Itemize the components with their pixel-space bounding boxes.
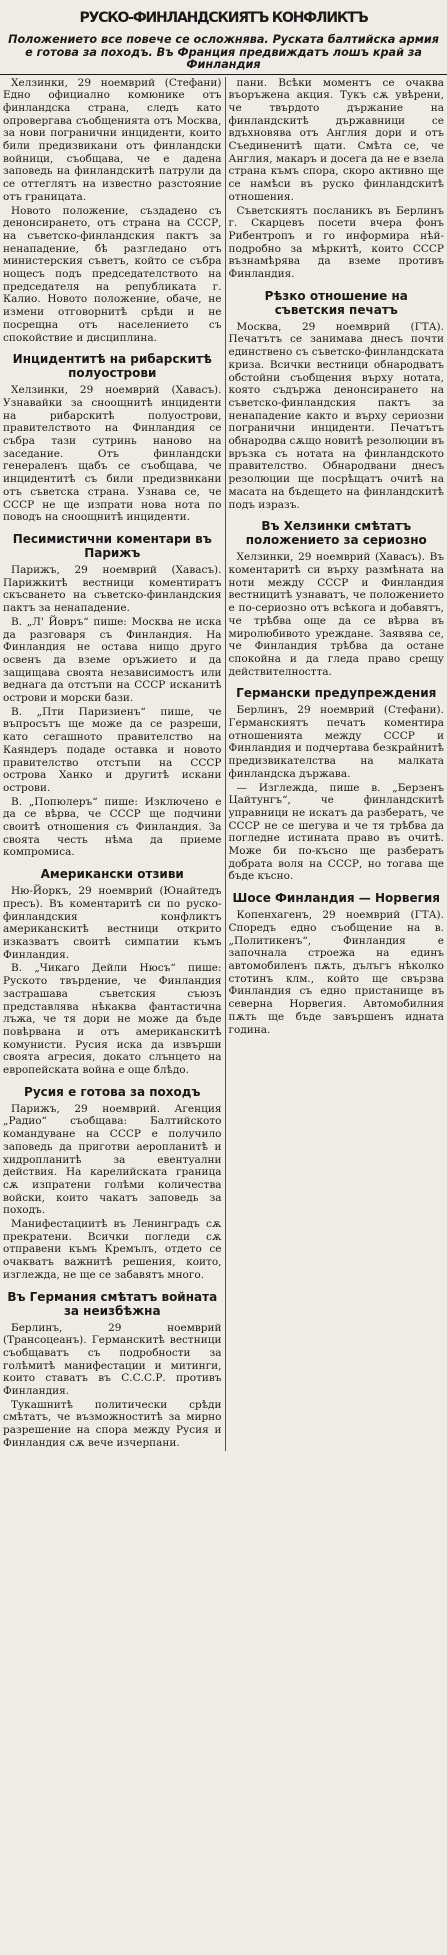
paragraph: — Изглежда, пише в. „Берзенъ Цайтунгъ“, че финландскитѣ управници не искатъ да разбератъ, че СССР не се шегува и че тя трѣбва да погледне истината право въ очитѣ. Може би по-късно ще разбератъ добрата воля на СССР, но тогава ще бъде късно. <box>228 781 444 883</box>
subheadline: Положението все повече се осложнява. Руската балтийска армия е готова за походъ. Въ Франция предвиждатъ лошъ край за Финландия <box>0 34 447 75</box>
column-left <box>3 77 222 1451</box>
paragraph: Хелзинки, 29 ноемврий (Стефани) Едно официално комюнике отъ финландска страна, следъ като опровергава съобщенията отъ Москва, за нови погранични инциденти, които били предизвикани отъ финландски войници, съобщава, че е дадена заповедь на финландскитѣ патрули да се оттеглятъ на известно разстояние отъ границата. <box>3 76 222 203</box>
section-heading: Въ Хелзинки смѣтатъ положението за сериозно <box>245 519 427 548</box>
paragraph: В. „Попюлеръ“ пише: Изключено е да се вѣрва, че СССР ще подчини своитѣ отношения съ Финландия. За своята честь нѣма да приеме компромиса. <box>3 795 222 859</box>
section-heading: Рѣзко отношение на съветския печатъ <box>264 288 408 317</box>
paragraph: Новото положение, създадено съ денонсирането, отъ страна на СССР, на съветско-финландския пактъ за ненападение, бѣ разгледано отъ министерския съветъ, който се събра нощесъ подъ председателството на председателя на републиката г. Калио. Новото положение, обаче, не измени отговорнитѣ срѣди и не посрещна отъ населението съ спокойствие и дисциплина. <box>3 204 222 344</box>
paragraph: Парижъ, 29 ноемврий (Хавасъ). Парижкитѣ вестници коментиратъ скъсването на съветско-финландския пактъ за ненападение. <box>3 564 222 615</box>
article-columns <box>0 75 447 1451</box>
paragraph: В. „Чикаго Дейли Нюсъ“ пише: Руското твърдение, че Финландия застрашава съветския съюзъ представлява нѣкаква фантастична лъжа, че тя дори не може да бъде повѣрвана и отъ американскитѣ комунисти. Русия иска да извърши своята агресия, докато слънцето на европейската война е още блѣдо. <box>3 962 222 1077</box>
section-heading: Германски предупреждения <box>236 686 437 701</box>
section-heading: Инцидентитѣ на рибарскитѣ полуострови <box>12 352 212 381</box>
paragraph: Копенхагенъ, 29 ноемврий (ГТА). Споредъ едно съобщение на в. „Политикенъ“, Финландия е започнала строежа на единъ автомобиленъ пѫть, дълъгъ нѣколко стотинъ клм., който ще свързва Финландия съ едно пристанище въ северна Норвегия. Автомобилния пѫть ще бъде завършенъ идната година. <box>228 909 444 1036</box>
section-heading: Американски отзиви <box>40 867 184 882</box>
paragraph: В. „Л' Йовръ“ пише: Москва не иска да разговаря съ Финландия. На Финландия не остава нищо друго освенъ да вземе оръжието и да защищава своята независимостъ или веднага да отстъпи на СССР исканитѣ острови и морски бази. <box>3 615 222 705</box>
paragraph: Съветскиятъ посланикъ въ Берлинъ г. Скарцевъ посети вчера фонъ Рибентропъ и го информира нѣй-подробно за мѣркитѣ, които СССР възнамѣрява да вземе противъ Финландия. <box>228 204 444 281</box>
section-heading: Русия е готова за походъ <box>24 1084 201 1099</box>
section-heading: Въ Германия смѣтатъ войната за неизбѣжна <box>7 1289 218 1318</box>
paragraph: пани. Всѣки моментъ се очаква въоръжена акция. Тукъ сѫ увѣрени, че твърдото държание на финландскитѣ държавници се вдъхновява отъ Англия дори и отъ Съединенитѣ щати. Смѣта се, че Англия, макаръ и досега да не е взела страна къмъ спора, скоро активно ще се намѣси въ руско финландскитѣ отношения. <box>228 76 444 203</box>
paragraph: Хелзинки, 29 ноемврий (Хавасъ). Узнавайки за сноощнитѣ инциденти на рибарскитѣ полуострови, правителството на Финландия се събра тази сутринь наново на заседание. Отъ финландски генераленъ щабъ се съобщава, че инцидентитѣ съ били предизвикани отъ съветска страна. Узнава се, че СССР не ще изпрати нова нота по поводъ на сноощнитѣ инциденти. <box>3 384 222 524</box>
headline: РУСКО-ФИНЛАНДСКИЯТЪ КОНФЛИКТЪ <box>79 10 368 26</box>
paragraph: Ню-Йоркъ, 29 ноемврий (Юнайтедъ пресъ). Въ коментаритѣ си по руско-финландския конфликтъ американскитѣ вестници открито изказватъ своитѣ симпатии къмъ Финландия. <box>3 885 222 961</box>
paragraph: Москва, 29 ноемврий (ГТА). Печатътъ се занимава днесъ почти единствено съ съветско-финландската криза. Всички вестници обнародватъ обстойни съобщения върху нотата, която съдържа денонсирането на съветско-финландския пактъ за ненападение както и върху сериозни погранични инциденти. Печатътъ обнародва сѫщо новитѣ резолюции въ връзка съ нотата на финландското правителство. Обнародвани днесъ резолюции ще посрѣщатъ очитѣ на масата на бъдещето на финландскитѣ подъ изразъ. <box>228 320 444 511</box>
paragraph: Берлинъ, 29 ноемврий (Трансоцеанъ). Германскитѣ вестници съобщаватъ съ подробности за голѣмитѣ манифестации и митинги, които ставатъ въ С.С.С.Р. противъ Финландия. <box>3 1321 222 1398</box>
paragraph: В. „Пти Паризиенъ“ пише, че въпросътъ ще може да се разреши, като сегашното правителство на Каяндеръ подаде оставка и новото правителство отстъпи на СССР острова Ханко и другитѣ искани острови. <box>3 705 222 794</box>
paragraph: Хелзинки, 29 ноемврий (Хавасъ). Въ коментаритѣ си върху размѣната на ноти между СССР и Финландия вестницитѣ узнаватъ, че положението е по-сериозно отъ всѣкога и добавятъ, че трѣбва още да се вѣрва въ миролюбивото уреждане. Заявява се, че Финландия трѣбва да остане спокойна и да гледа право срещу действителността. <box>228 551 444 678</box>
section-heading: Шосе Финландия — Норвегия <box>232 891 440 906</box>
section-heading: Песимистични коментари въ Парижъ <box>12 532 212 560</box>
column-right <box>225 77 445 1451</box>
paragraph: Парижъ, 29 ноемврий. Агенция „Радио“ съобщава: Балтийското командуване на СССР е получило заповедь да приготви аеропланитѣ и хидропланитѣ за евентуални действия. На карелийската граница сѫ изпратени голѣми количества войски, които чакатъ заповедь за походъ. <box>3 1102 222 1217</box>
paragraph: Тукашнитѣ политически срѣди смѣтатъ, че възможноститѣ за мирно разрешение на спора между Русия и Финландия сѫ вече изчерпани. <box>3 1398 222 1449</box>
paragraph: Манифестациитѣ въ Ленинградъ сѫ прекратени. Всички погледи сѫ отправени къмъ Кремълъ, отдето се очакватъ важнитѣ решения, които, изглежда, не ще се забавятъ много. <box>3 1218 222 1281</box>
paragraph: Берлинъ, 29 ноемврий (Стефани). Германскиятъ печатъ коментира отношенията между СССР и Финландия и подчертава безкрайнитѣ предизвикателства на малката финландска държава. <box>228 704 444 780</box>
